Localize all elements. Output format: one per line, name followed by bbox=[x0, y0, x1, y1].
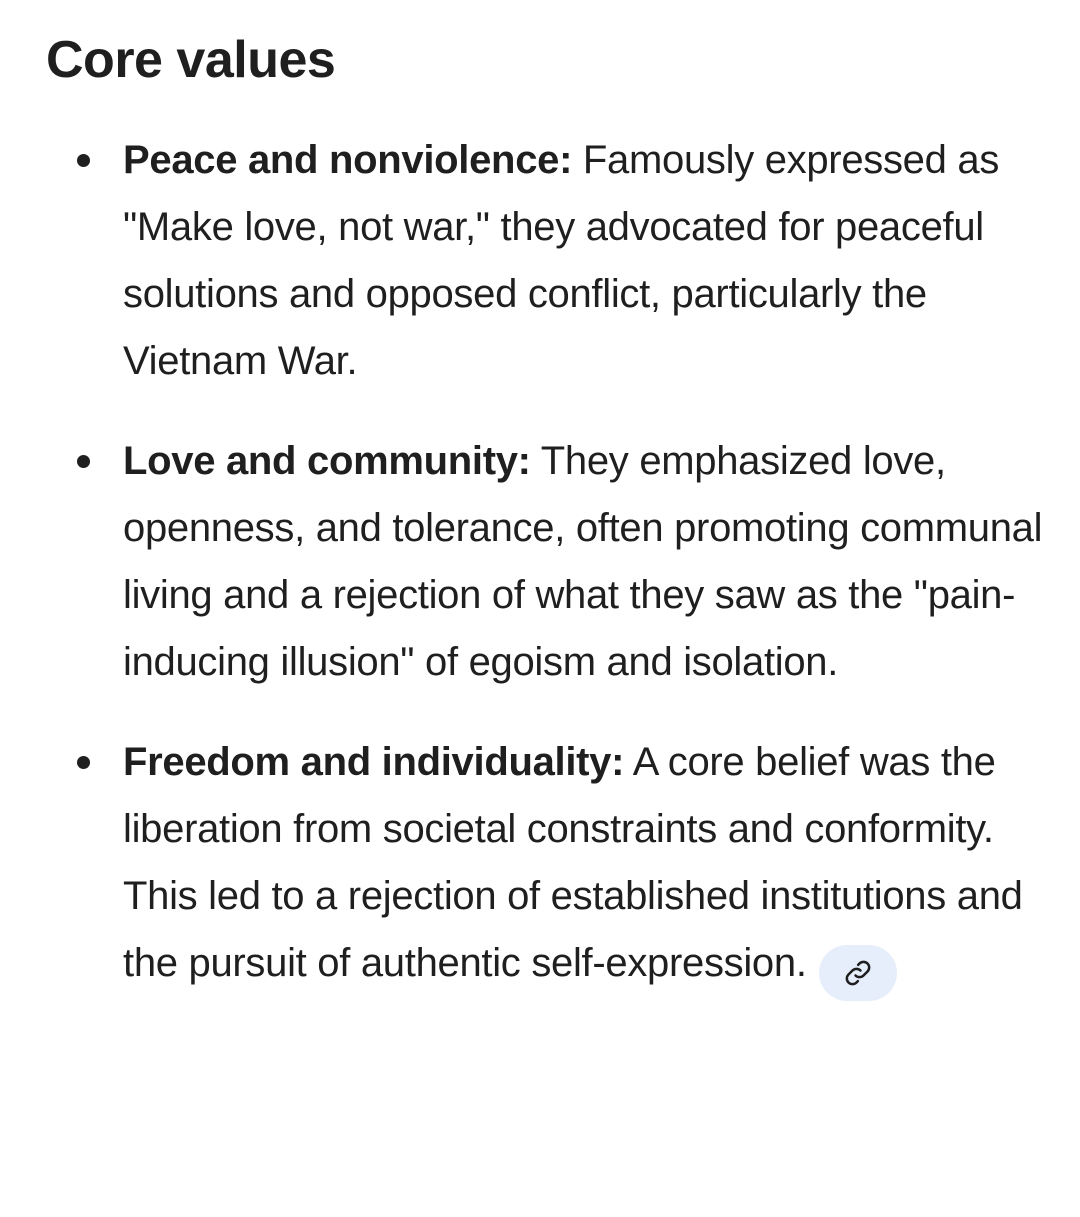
section-heading: Core values bbox=[46, 31, 336, 89]
bullet-text: Famously expressed as "Make love, not war," they advocated for peaceful solutions and opposed conflict, particularly the Vietnam War. bbox=[123, 138, 1000, 383]
list-item-love bbox=[46, 428, 1046, 696]
list-item-peace bbox=[46, 127, 1046, 395]
bullet-dot bbox=[77, 455, 90, 468]
source-link-button[interactable] bbox=[819, 945, 897, 1001]
bullet-term: Peace and nonviolence: bbox=[123, 138, 573, 182]
bullet-term: Freedom and individuality: bbox=[123, 740, 625, 784]
core-values-list bbox=[46, 127, 1046, 1001]
bullet-text: They emphasized love, openness, and tolerance, often promoting communal living and a rejection of what they saw as the "pain-inducing illusion" of egoism and isolation. bbox=[123, 439, 1043, 684]
core-values-section bbox=[46, 26, 1046, 1001]
link-icon bbox=[843, 958, 873, 988]
bullet-dot bbox=[77, 154, 90, 167]
list-item-freedom bbox=[46, 729, 1046, 1001]
bullet-dot bbox=[77, 756, 90, 769]
bullet-text: A core belief was the liberation from societal constraints and conformity. This led to a rejection of established institutions and the pursuit of authentic self-expression. bbox=[123, 740, 1023, 985]
bullet-term: Love and community: bbox=[123, 439, 531, 483]
